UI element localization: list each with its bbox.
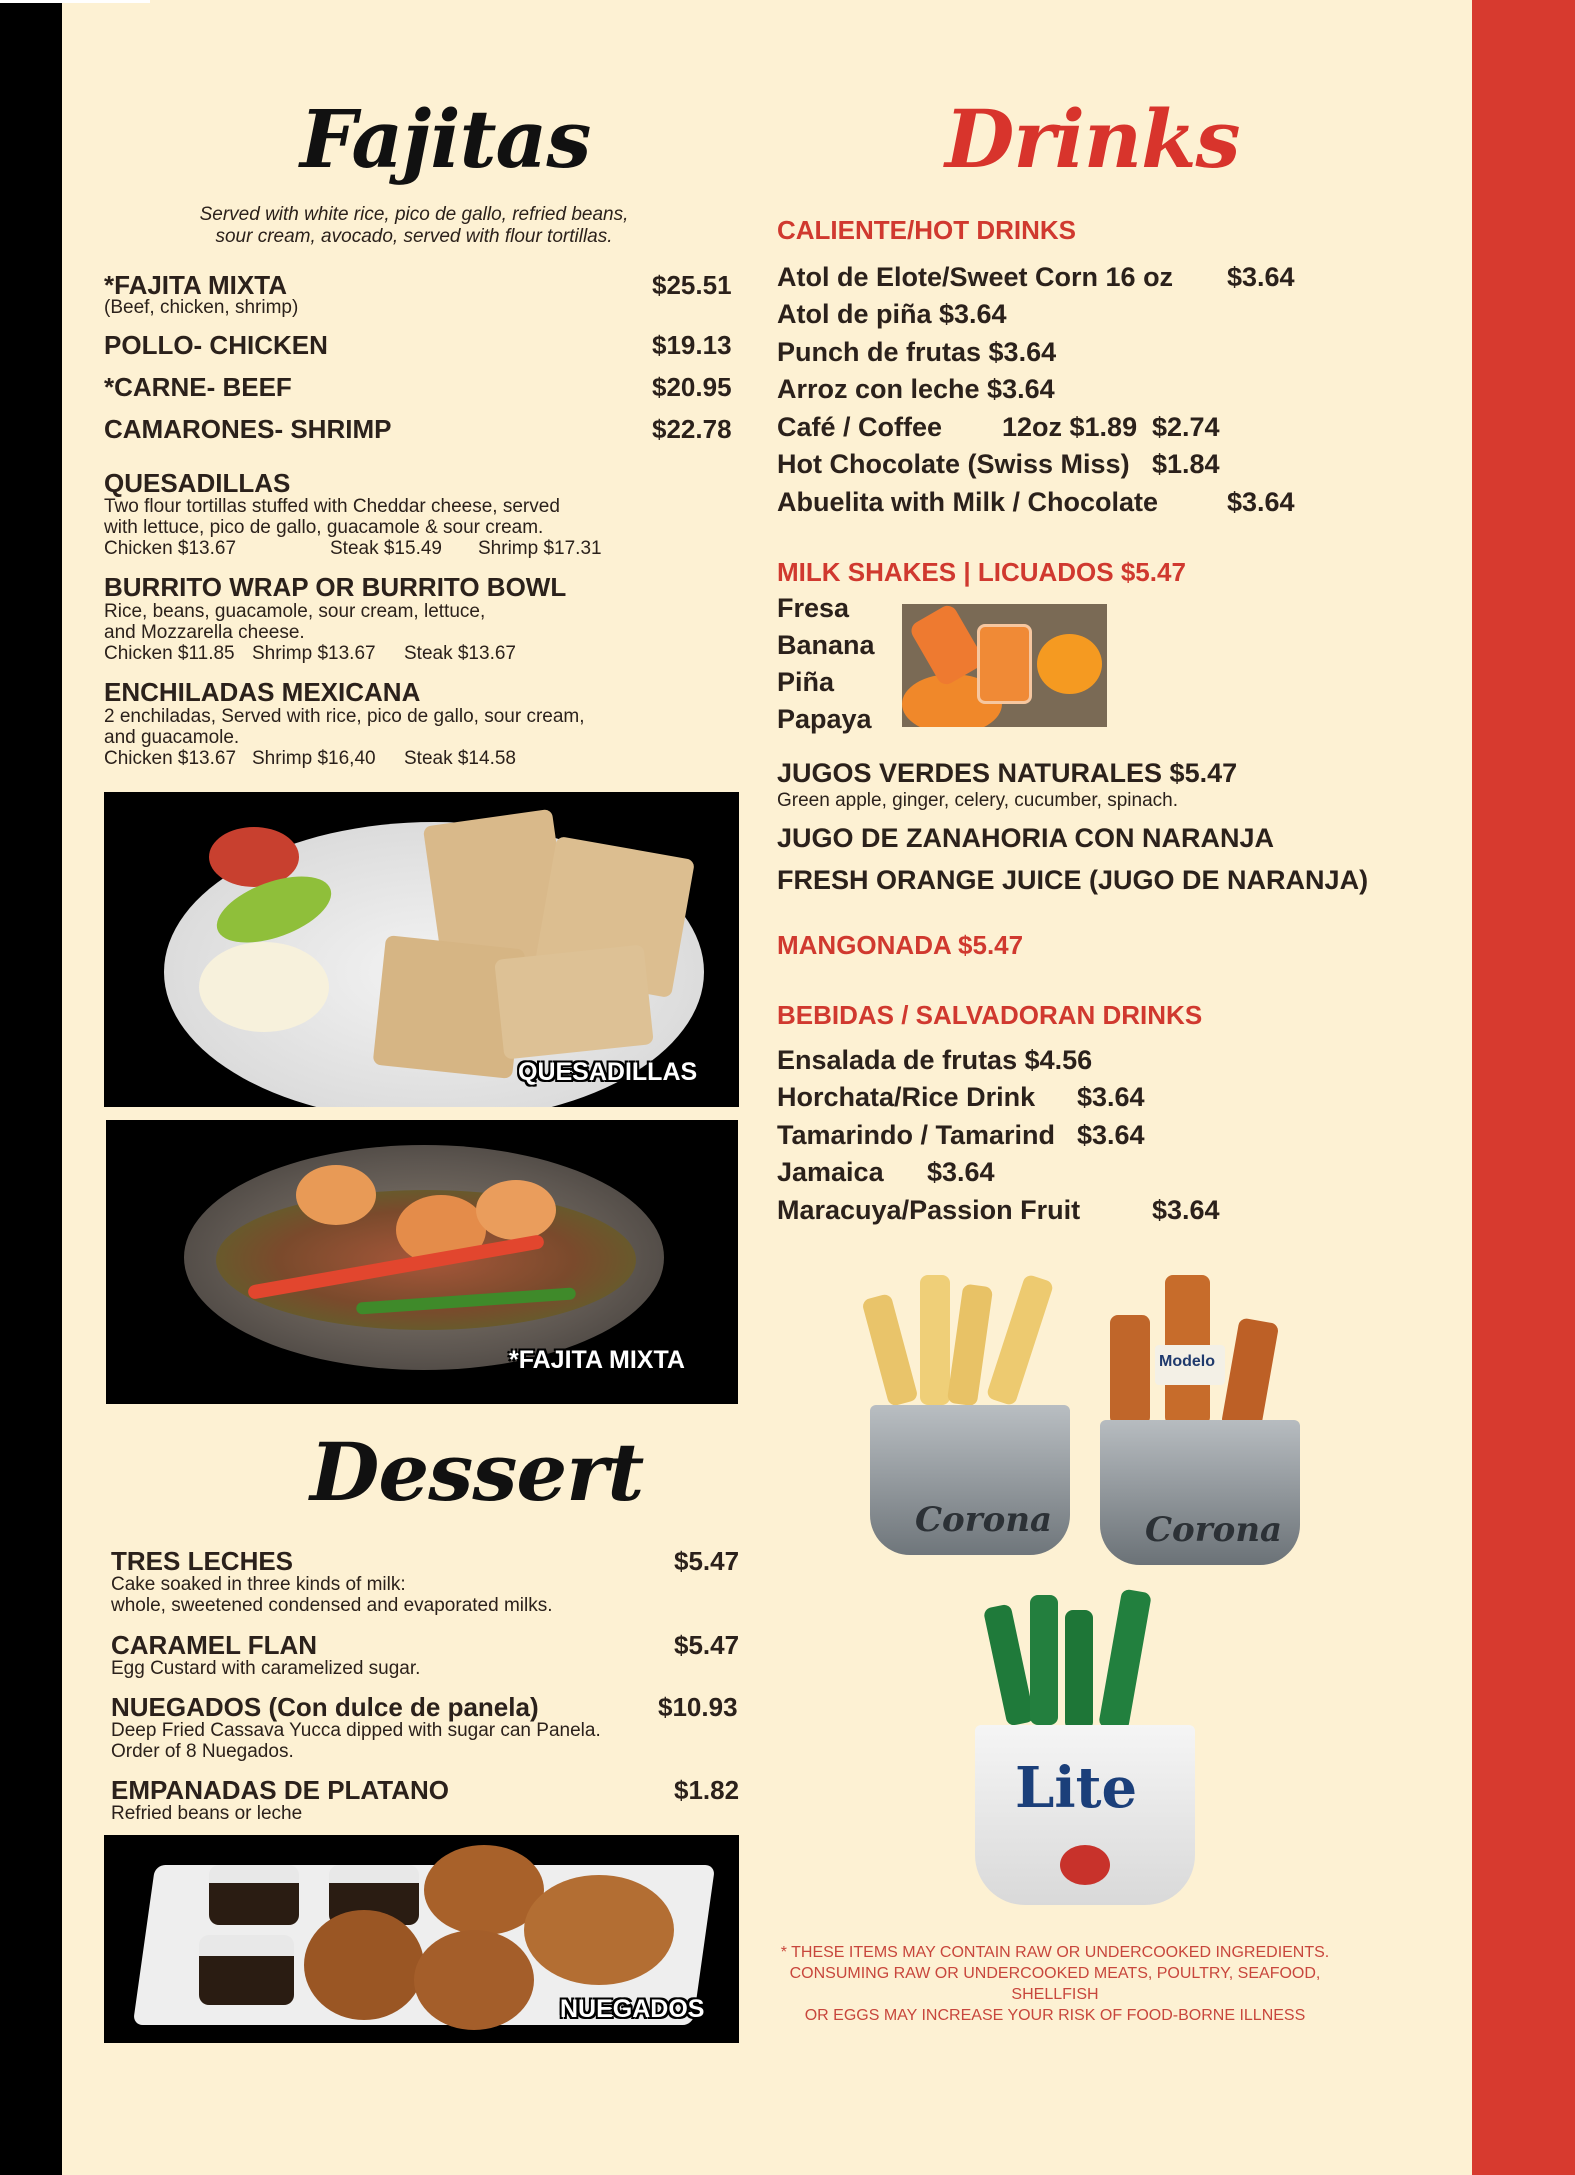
nuegados-desc2: Order of 8 Nuegados. — [111, 1741, 294, 1762]
camarones-shrimp-price: $22.78 — [652, 414, 732, 444]
burrito-shrimp: Shrimp $13.67 — [252, 643, 376, 664]
heineken-bottle-1 — [983, 1603, 1035, 1726]
tamarindo-price: $3.64 — [1077, 1120, 1145, 1150]
cafe-coffee: Café / Coffee — [777, 412, 943, 442]
carne-beef-price: $20.95 — [652, 372, 732, 402]
fajita-photo — [106, 1120, 738, 1404]
atol-elote-price: $3.64 — [1227, 262, 1295, 292]
caramel-flan-name: CARAMEL FLAN — [111, 1630, 318, 1660]
maracuya: Maracuya/Passion Fruit — [777, 1195, 1081, 1225]
punch-frutas: Punch de frutas $3.64 — [777, 337, 1057, 367]
abuelita: Abuelita with Milk / Chocolate — [777, 487, 1159, 517]
bebidas-heading: BEBIDAS / SALVADORAN DRINKS — [777, 1000, 1203, 1030]
beer-buckets-illustration — [845, 1265, 1325, 1905]
modelo-bottle-1 — [1110, 1315, 1150, 1425]
hot-chocolate: Hot Chocolate (Swiss Miss) — [777, 449, 1130, 479]
jamaica: Jamaica — [777, 1157, 884, 1187]
disclaimer-line3: OR EGGS MAY INCREASE YOUR RISK OF FOOD-BORNE ILLNESS — [804, 2007, 1306, 2024]
enchiladas-desc1: 2 enchiladas, Served with rice, pico de gallo, sour cream, — [104, 706, 585, 727]
quesadillas-steak: Steak $15.49 — [330, 538, 442, 559]
camarones-shrimp-name: CAMARONES- SHRIMP — [104, 414, 392, 444]
nuegados-photo-label: NUEGADOS — [560, 1995, 705, 2023]
cafe-price2: $2.74 — [1152, 412, 1220, 442]
corona-bottle-1 — [861, 1293, 918, 1407]
empanadas-name: EMPANADAS DE PLATANO — [111, 1775, 449, 1805]
heineken-bottle-4 — [1098, 1588, 1152, 1731]
ensalada-frutas: Ensalada de frutas $4.56 — [777, 1045, 1093, 1075]
atol-pina: Atol de piña $3.64 — [777, 299, 1007, 329]
top-white-tab — [0, 0, 150, 3]
fresh-orange-juice: FRESH ORANGE JUICE (JUGO DE NARANJA) — [777, 865, 1369, 895]
modelo-bottle-3 — [1221, 1317, 1279, 1432]
quesadillas-name: QUESADILLAS — [104, 468, 291, 498]
corona-bucket-2 — [1100, 1420, 1300, 1565]
disclaimer-line1: * THESE ITEMS MAY CONTAIN RAW OR UNDERCOOKED INGREDIENTS. — [780, 1944, 1330, 1961]
shake-papaya: Papaya — [777, 704, 872, 734]
shrimp-1 — [296, 1165, 376, 1225]
jugos-verdes-desc: Green apple, ginger, celery, cucumber, spinach. — [777, 790, 1178, 811]
carne-beef-name: *CARNE- BEEF — [104, 372, 292, 402]
tres-leches-desc1: Cake soaked in three kinds of milk: — [111, 1574, 406, 1595]
fajitas-subtitle — [104, 204, 724, 248]
nuegado-3 — [304, 1910, 424, 2020]
nuegados-price: $10.93 — [658, 1692, 738, 1722]
disclaimer-line2: CONSUMING RAW OR UNDERCOOKED MEATS, POULTRY, SEAFOOD, SHELLFISH — [789, 1965, 1321, 2003]
tres-leches-name: TRES LECHES — [111, 1546, 294, 1576]
atol-elote: Atol de Elote/Sweet Corn 16 oz — [777, 262, 1174, 292]
syrup-cup-3 — [199, 1935, 294, 2005]
empanadas-price: $1.82 — [674, 1775, 740, 1805]
dessert-title: Dessert — [310, 1425, 644, 1519]
lite-bucket-seal — [1060, 1845, 1110, 1885]
enchiladas-desc2: and guacamole. — [104, 727, 240, 748]
hot-chocolate-price: $1.84 — [1152, 449, 1220, 479]
nuegados-name: NUEGADOS (Con dulce de panela) — [111, 1692, 539, 1722]
quesadillas-chicken: Chicken $13.67 — [104, 538, 237, 559]
jugos-verdes-heading: JUGOS VERDES NATURALES $5.47 — [777, 758, 1238, 788]
lite-bucket-label: Lite — [1015, 1755, 1138, 1821]
hot-drinks-heading: CALIENTE/HOT DRINKS — [777, 215, 1076, 245]
caramel-flan-desc: Egg Custard with caramelized sugar. — [111, 1658, 421, 1679]
horchata-price: $3.64 — [1077, 1082, 1145, 1112]
corona-bottle-2 — [920, 1275, 950, 1405]
nuegados-desc1: Deep Fried Cassava Yucca dipped with sugar can Panela. — [111, 1720, 601, 1741]
corona-bottle-4 — [986, 1274, 1055, 1407]
fajitas-subtitle-line1: Served with white rice, pico de gallo, refried beans, — [199, 204, 629, 225]
shrimp-3 — [476, 1180, 556, 1240]
left-black-border — [0, 0, 62, 2175]
pollo-chicken-name: POLLO- CHICKEN — [104, 330, 328, 360]
enchiladas-name: ENCHILADAS MEXICANA — [104, 677, 421, 707]
jugo-zanahoria: JUGO DE ZANAHORIA CON NARANJA — [777, 823, 1275, 853]
quesadillas-desc2: with lettuce, pico de gallo, guacamole & sour cream. — [104, 517, 544, 538]
burrito-chicken: Chicken $11.85 — [104, 643, 235, 664]
orange-halves — [1037, 634, 1102, 694]
corona-bucket-2-label: Corona — [1145, 1510, 1283, 1550]
cafe-12oz-price: 12oz $1.89 — [1002, 412, 1138, 442]
burrito-desc2: and Mozzarella cheese. — [104, 622, 305, 643]
milk-shakes-heading: MILK SHAKES | LICUADOS $5.47 — [777, 557, 1186, 587]
shake-fresa: Fresa — [777, 593, 850, 623]
fajitas-title: Fajitas — [300, 92, 591, 186]
burrito-name: BURRITO WRAP OR BURRITO BOWL — [104, 572, 567, 602]
arroz-con-leche: Arroz con leche $3.64 — [777, 374, 1055, 404]
tres-leches-price: $5.47 — [674, 1546, 740, 1576]
pollo-chicken-price: $19.13 — [652, 330, 732, 360]
enchiladas-chicken: Chicken $13.67 — [104, 748, 237, 769]
heineken-bottle-3 — [1065, 1610, 1093, 1730]
burrito-steak: Steak $13.67 — [404, 643, 516, 664]
empanadas-desc: Refried beans or leche — [111, 1803, 303, 1824]
burrito-desc1: Rice, beans, guacamole, sour cream, lettuce, — [104, 601, 486, 622]
drinks-title: Drinks — [945, 92, 1240, 186]
jamaica-price: $3.64 — [927, 1157, 995, 1187]
nuegado-2 — [524, 1875, 674, 1985]
caramel-flan-price: $5.47 — [674, 1630, 740, 1660]
tamarindo: Tamarindo / Tamarind — [777, 1120, 1056, 1150]
modelo-label: Modelo — [1159, 1353, 1215, 1370]
enchiladas-steak: Steak $14.58 — [404, 748, 516, 769]
right-red-border — [1472, 0, 1575, 2175]
fajita-mixta-note: (Beef, chicken, shrimp) — [104, 297, 299, 318]
nuegados-photo — [104, 1835, 739, 2043]
shake-banana: Banana — [777, 630, 875, 660]
heineken-bottle-2 — [1030, 1595, 1058, 1725]
quesadillas-desc1: Two flour tortillas stuffed with Cheddar cheese, served — [104, 496, 560, 517]
nuegado-4 — [414, 1930, 534, 2030]
macaroni-salad — [199, 942, 329, 1032]
juice-jar — [977, 624, 1032, 704]
modelo-label-patch — [1155, 1345, 1225, 1385]
quesadillas-photo-label: QUESADILLAS — [518, 1058, 698, 1086]
abuelita-price: $3.64 — [1227, 487, 1295, 517]
quesadillas-photo — [104, 792, 739, 1107]
corona-bucket-1-label: Corona — [915, 1500, 1053, 1540]
enchiladas-shrimp: Shrimp $16,40 — [252, 748, 376, 769]
quesadillas-shrimp: Shrimp $17.31 — [478, 538, 602, 559]
carrots — [908, 604, 986, 688]
maracuya-price: $3.64 — [1152, 1195, 1220, 1225]
mangonada: MANGONADA $5.47 — [777, 930, 1024, 960]
syrup-cup-1 — [209, 1865, 299, 1925]
disclaimer — [760, 1942, 1350, 2026]
fajita-mixta-name: *FAJITA MIXTA — [104, 270, 287, 300]
fajitas-subtitle-line2: sour cream, avocado, served with flour tortillas. — [215, 226, 613, 247]
corona-bucket-1 — [870, 1405, 1070, 1555]
lite-bucket — [975, 1725, 1195, 1905]
shake-pina: Piña — [777, 667, 835, 697]
corona-bottle-3 — [947, 1283, 993, 1406]
fajita-mixta-price: $25.51 — [652, 270, 732, 300]
licuado-photo — [902, 604, 1107, 727]
horchata: Horchata/Rice Drink — [777, 1082, 1036, 1112]
quesadilla-wedge-4 — [494, 944, 654, 1059]
fajita-photo-label: *FAJITA MIXTA — [509, 1346, 685, 1374]
tres-leches-desc2: whole, sweetened condensed and evaporated milks. — [111, 1595, 553, 1616]
